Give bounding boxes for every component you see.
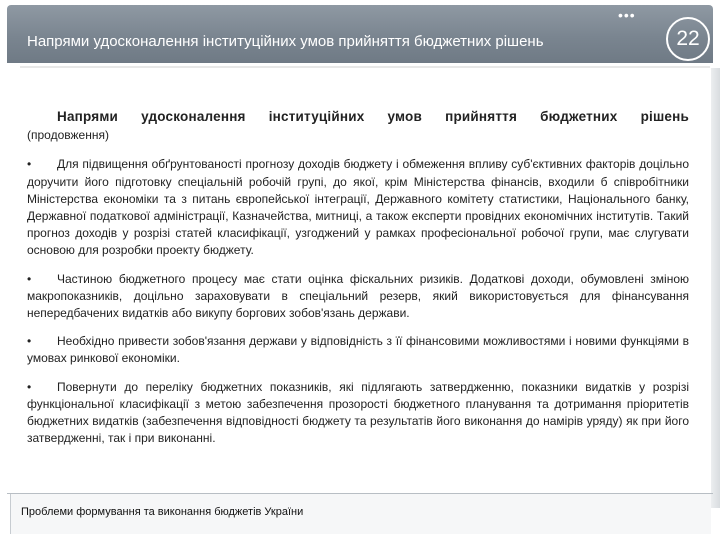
bullet-icon: • — [27, 271, 32, 286]
slide-content — [27, 108, 689, 458]
bullet-paragraph — [27, 271, 689, 323]
ellipsis-icon: ••• — [618, 7, 636, 23]
slide-number: 22 — [666, 17, 710, 61]
header-divider — [20, 66, 710, 68]
bullet-paragraph — [27, 333, 689, 367]
bullet-icon: • — [27, 379, 32, 394]
slide-header — [7, 5, 713, 63]
slide-footer — [10, 494, 711, 534]
paragraph-text: Повернути до переліку бюджетних показників, які підлягають затвердженню, показники видатків у розрізі функціональної класифікації з метою забезпечення прозорості бюджетного планування та дотримання пріоритетів бюджетних видатків (забезпечення відповідності бюджету та результатів його виконання до намірів уряду) як при його затвердженні, так і при виконанні. — [27, 379, 689, 446]
paragraph-text: Для підвищення обґрунтованості прогнозу доходів бюджету і обмеження впливу суб'єктивних факторів доцільно доручити його підготовку спеціальній робочій групі, до якої, крім Міністерства фінансів, входили б співробітники Міністерства економіки та з питань європейської інтеграції, Державного комітету статистики, Національного банку, Державної податкової адміністрації, Казначейства, митниці, а також експерти провідних економічних інститутів. Такий прогноз доходів у розрізі статей класифікації, узгоджений у рамках професіональної робочої групи, має слугувати основою для розробки проекту бюджету. — [27, 157, 689, 258]
content-subtitle: Напрями удосконалення інституційних умов прийняття бюджетних рішень — [57, 109, 689, 124]
bullet-paragraph — [27, 379, 689, 448]
bullet-paragraph — [27, 156, 689, 259]
paragraph-text: Необхідно привести зобов'язання держави у відповідність з її фінансовими можливостями і новими функціями в умовах ринкової економіки. — [27, 334, 689, 366]
paragraph-text: Частиною бюджетного процесу має стати оцінка фіскальних ризиків. Додаткові доходи, обумовлені зміною макропоказників, доцільно зараховувати в спеціальний резерв, який використовується для фінансування непередбачених видатків або викупу боргових зобов'язань держави. — [27, 271, 689, 321]
right-decor-bar — [711, 68, 720, 508]
bullet-icon: • — [27, 334, 32, 349]
bullet-icon: • — [27, 157, 32, 172]
subtitle-note: (продовження) — [27, 128, 109, 143]
header-title: Напрями удосконалення інституційних умов прийняття бюджетних рішень — [27, 33, 544, 50]
footer-text: Проблеми формування та виконання бюджетів України — [21, 506, 304, 518]
